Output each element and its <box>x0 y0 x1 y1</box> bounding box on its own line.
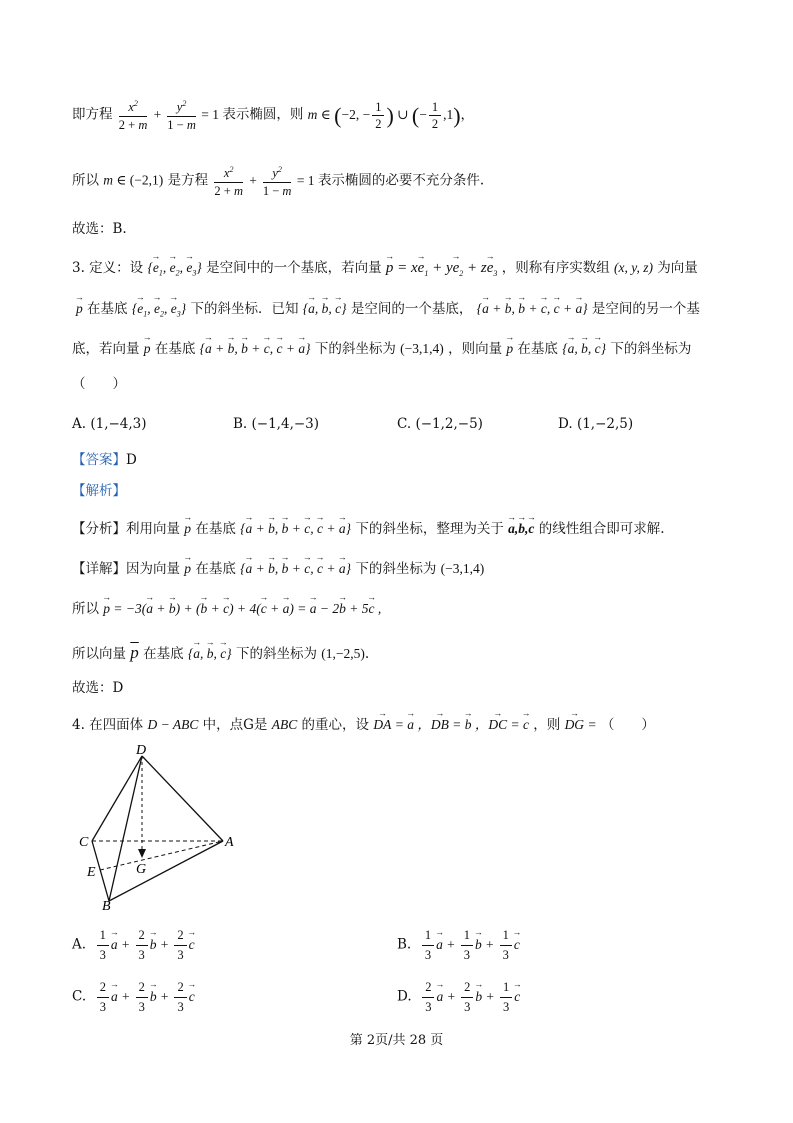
basis-sums: {→ a + → b, → b + → c, → c + → a} <box>200 341 311 356</box>
q3-text: ，则向量 <box>448 341 503 357</box>
q3-so-2: 所以向量 $\overline{p}$ 在基底 {→ a, → b, → c} 下的斜坐标为 (1,−2,5). <box>72 644 369 662</box>
m-range: m ∈ (−2, − $\frac{1}{2}$ ) ∪ (− $\frac{1}{2}$ ,1)， <box>307 99 475 132</box>
vector-p-def: → $p = x\to e_1 + y\to e_2 + z\to e_3$ <box>386 260 498 276</box>
q3-text: 下的斜坐标．已知 <box>190 301 299 317</box>
q4-stem: 4. 在四面体 D − ABC 中，点G是 ABC 的重心，设 → DA = → a ，→ DB = → b ，→ DC = → c ，则 → DG = （ ） <box>72 718 655 733</box>
basis-abc: {→ a, → b, → c} <box>303 301 347 316</box>
q3-option-d[interactable]: D. (1,−2,5) <box>558 416 634 432</box>
q3-text: 为向量 <box>657 260 698 276</box>
edge-BA <box>109 841 223 901</box>
edge-DB <box>109 756 142 901</box>
ellipse-equation: $\frac{x^2}{2 + m}$ + $\frac{y^2}{1 - m}$ = 1 <box>214 165 315 198</box>
basis-sums: {→ a + → b, → b + → c, → c + → a} <box>477 301 588 316</box>
arrow-head <box>138 849 146 858</box>
q4-option-c[interactable]: C. $\frac{2}{3}$ → a + $\frac{2}{3}$ → b + $\frac{2}{3}$ → c <box>72 980 195 1015</box>
prev-text: 是方程 <box>167 172 209 189</box>
q3-answer: 【答案】D <box>72 452 137 468</box>
prev-line-2 <box>72 166 484 197</box>
basis-e: {→ $e_1$, → $e_2$, → $e_3$} <box>132 301 186 316</box>
label-G: G <box>136 862 147 877</box>
q3-text: 3. 定义：设 <box>72 260 144 276</box>
q3-so-1: 所以 → p = −3(→ a + → b) + (→ b + → c) + 4(→ c + → a) = → a − 2→ b + 5→ c , <box>72 602 381 617</box>
basis-e: {→ $e_1$, → $e_2$, → $e_3$} <box>147 260 201 275</box>
q3-text: 是空间的另一个基 <box>591 301 700 317</box>
q3-text: 在基底 <box>517 341 558 357</box>
q3-option-a[interactable]: A. (1,−4,3) <box>72 416 147 432</box>
m-interval: m ∈ (−2,1) <box>103 172 164 188</box>
q3-text: 底，若向量 <box>72 341 140 357</box>
tetrahedron-figure <box>76 742 246 912</box>
prev-text: 所以 <box>72 172 99 189</box>
label-A: A <box>225 835 234 850</box>
prev-choice: 故选：B. <box>72 221 127 237</box>
label-C: C <box>79 835 89 850</box>
q3-text: 下的斜坐标为 <box>610 341 692 357</box>
ellipse-equation: $\frac{x^2}{2 + m}$ + $\frac{y^2}{1 - m}$ = 1 <box>118 99 219 132</box>
tuple-xyz: (x, y, z) <box>614 260 653 275</box>
q3-paren: （ ） <box>72 376 126 392</box>
q3-analysis-tag: 【解析】 <box>72 483 126 499</box>
q3-line-2: → p 在基底 {→ $e_1$, → $e_2$, → $e_3$} 下的斜坐标．已知 {→ a, → b, → c} 是空间的一个基底， {→ a + → b, → b + → c, → c + → a} 是空间的另一个基 <box>72 302 700 319</box>
page-footer: 第 2页/共 28 页 <box>349 1033 444 1048</box>
q3-option-c[interactable]: C. (−1,2,−5) <box>397 416 483 432</box>
median-EA <box>100 841 223 870</box>
q3-text: 下的斜坐标为 <box>314 341 396 357</box>
prev-line-1 <box>72 100 474 131</box>
q3-text: 在基底 <box>154 341 196 357</box>
q3-choice: 故选：D <box>72 680 124 696</box>
q3-line-3: 底，若向量 → p 在基底 {→ a + → b, → b + → c, → c + → a} 下的斜坐标为 (−3,1,4) ，则向量 → p 在基底 {→ a, → b, → c} 下的斜坐标为 <box>72 342 691 357</box>
q3-option-b[interactable]: B. (−1,4,−3) <box>233 416 320 432</box>
label-D: D <box>136 743 147 758</box>
q4-option-d[interactable]: D. $\frac{2}{3}$ → a + $\frac{2}{3}$ → b + $\frac{1}{3}$ → c <box>397 980 520 1015</box>
prev-text: 即方程 <box>72 106 113 123</box>
q3-detail: 【详解】因为向量 → p 在基底 {→ a + → b, → b + → c, → c + → a} 下的斜坐标为 (−3,1,4) <box>72 562 484 577</box>
prev-text: 表示椭圆，则 <box>222 106 304 123</box>
q3-line-1 <box>72 261 698 278</box>
prev-text: 表示椭圆的必要不充分条件. <box>317 172 485 189</box>
q3-text: 是空间中的一个基底，若向量 <box>206 260 382 276</box>
q3-text: 是空间的一个基底， <box>350 301 473 317</box>
edge-DC <box>92 756 142 841</box>
q3-text: 在基底 <box>87 301 128 317</box>
label-B: B <box>102 899 111 912</box>
edge-DA <box>142 756 223 841</box>
q4-option-a[interactable]: A. $\frac{1}{3}$ → a + $\frac{2}{3}$ → b + $\frac{2}{3}$ → c <box>72 928 195 963</box>
q3-fenxi: 【分析】利用向量 → p 在基底 {→ a + → b, → b + → c, → c + → a} 下的斜坐标，整理为关于 → a,→ b,→ c 的线性组合即可求解. <box>72 522 665 537</box>
q3-text: ，则称有序实数组 <box>501 260 610 276</box>
label-E: E <box>87 865 96 880</box>
basis-abc: {→ a, → b, → c} <box>562 341 606 356</box>
coords: (−3,1,4) <box>400 341 444 356</box>
q4-option-b[interactable]: B. $\frac{1}{3}$ → a + $\frac{1}{3}$ → b + $\frac{1}{3}$ → c <box>397 928 520 963</box>
